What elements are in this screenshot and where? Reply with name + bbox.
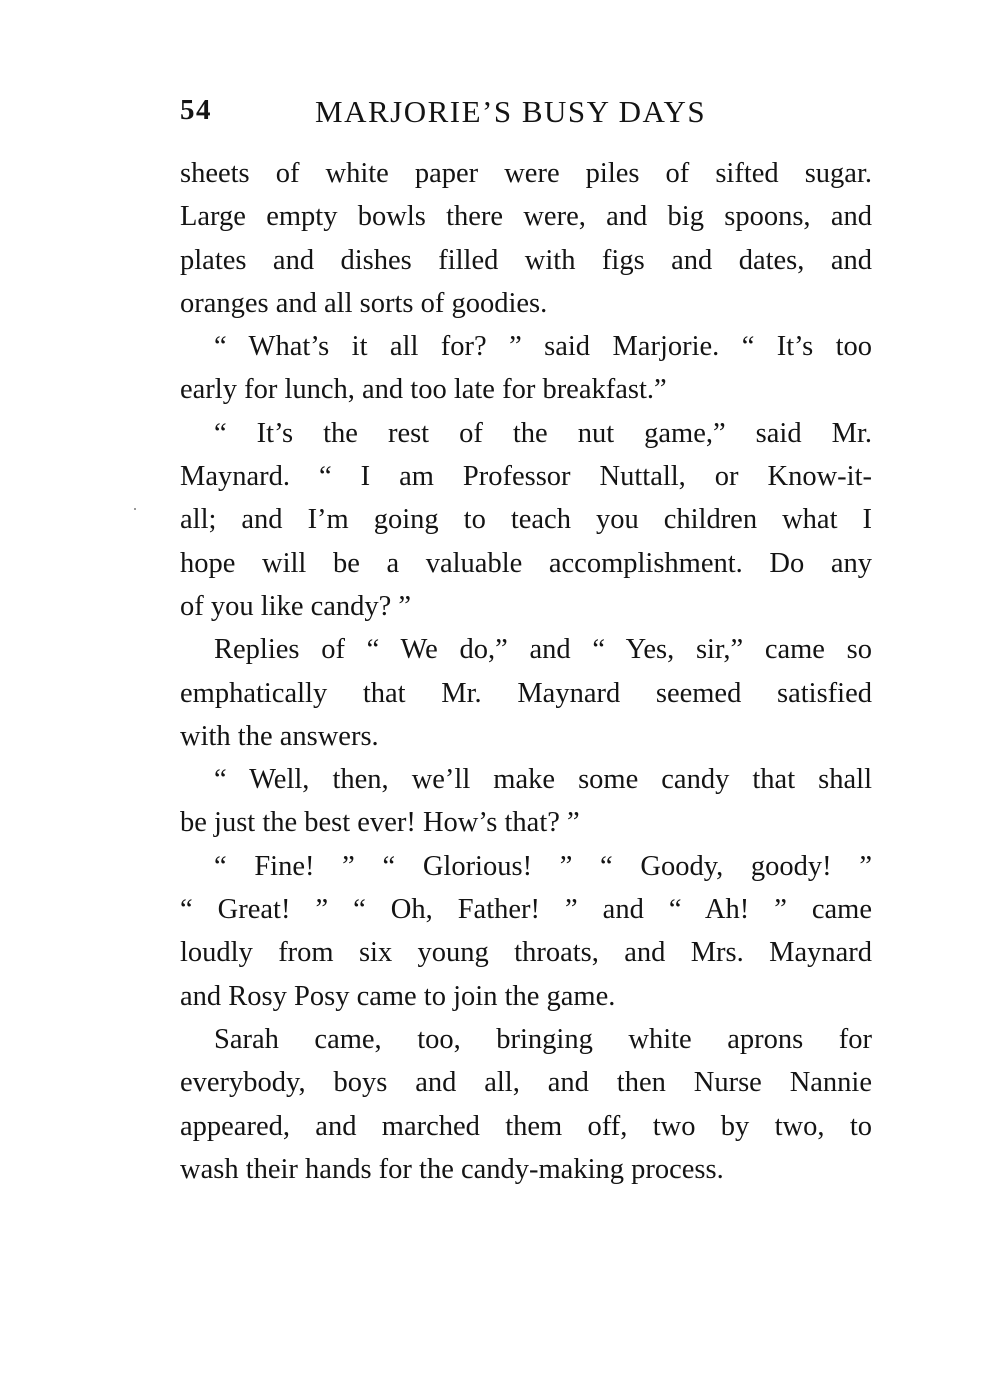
text-line: “ What’s it all for? ” said Marjorie. “ It’s too (214, 331, 872, 363)
text-line: sheets of white paper were piles of sifted sugar. (180, 158, 872, 189)
text-line: “ Well, then, we’ll make some candy that shall (214, 764, 872, 796)
text-line: all; and I’m going to teach you children what I (180, 504, 872, 536)
text-line: everybody, boys and all, and then Nurse Nannie (180, 1067, 872, 1099)
page-number: 54 (180, 94, 212, 126)
text-line: Large empty bowls there were, and big spoons, and (180, 201, 872, 233)
text-line: of you like candy? ” (180, 590, 412, 622)
text-line: Sarah came, too, bringing white aprons for (214, 1023, 872, 1055)
text-line: emphatically that Mr. Maynard seemed satisfied (180, 677, 872, 709)
text-line: Maynard. “ I am Professor Nuttall, or Know-it- (180, 461, 872, 493)
text-line: “ It’s the rest of the nut game,” said Mr. (214, 417, 872, 449)
text-line: plates and dishes filled with figs and dates, and (180, 244, 872, 276)
text-line: oranges and all sorts of goodies. (180, 287, 548, 319)
text-line: loudly from six young throats, and Mrs. Maynard (180, 937, 872, 969)
running-title: MARJORIE’S BUSY DAYS (315, 94, 707, 129)
text-line: Replies of “ We do,” and “ Yes, sir,” came so (214, 634, 872, 666)
text-line: hope will be a valuable accomplishment. Do any (180, 547, 872, 579)
text-line: appeared, and marched them off, two by two, to (180, 1110, 872, 1142)
text-line: with the answers. (180, 720, 379, 752)
body-text (180, 152, 872, 1191)
text-line: be just the best ever! How’s that? ” (180, 807, 580, 839)
text-line: and Rosy Posy came to join the game. (180, 980, 616, 1012)
print-speck (134, 508, 136, 510)
text-line: wash their hands for the candy-making process. (180, 1153, 724, 1185)
running-head (180, 86, 872, 136)
text-line: “ Fine! ” “ Glorious! ” “ Goody, goody! ” (214, 850, 872, 882)
text-line: early for lunch, and too late for breakfast.” (180, 374, 667, 406)
text-line: “ Great! ” “ Oh, Father! ” and “ Ah! ” came (180, 894, 872, 926)
